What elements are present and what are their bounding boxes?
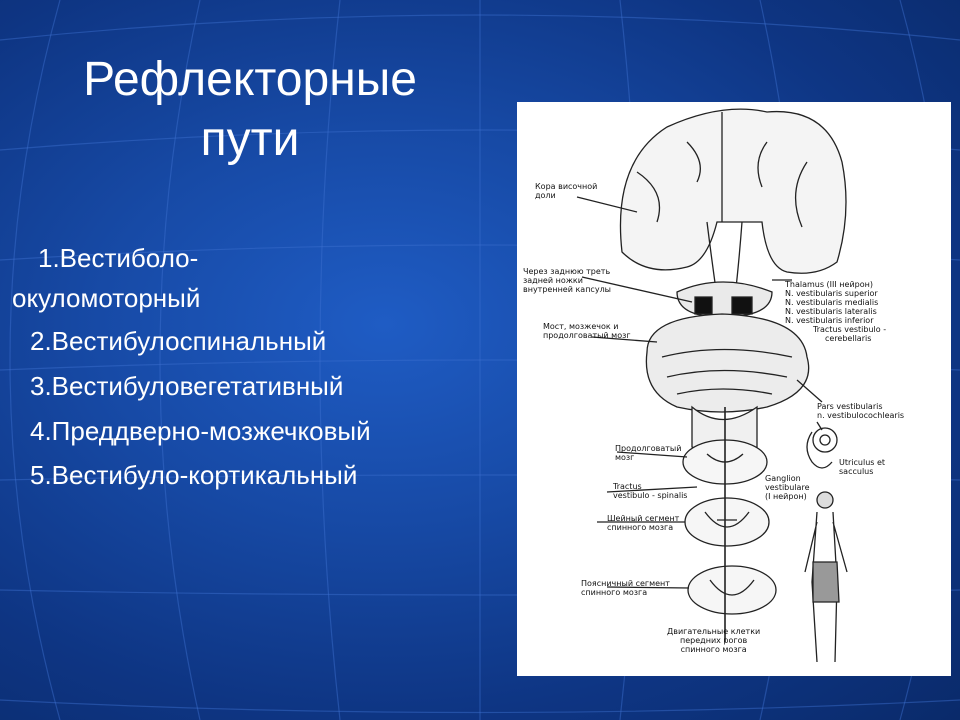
label-lumbar-segment (581, 579, 670, 597)
label-pars-vestibularis (817, 402, 904, 420)
list-item-1a: 1.Вестиболо- (38, 243, 199, 273)
label-pars-line-2: n. vestibulocochlearis (817, 411, 905, 420)
list-item-1b: окуломоторный (12, 283, 201, 313)
label-utriculus (839, 458, 885, 476)
label-thalamus-line-2: N. vestibularis superior (785, 289, 878, 298)
label-thalamus-line-3: N. vestibularis medialis (785, 298, 879, 307)
label-lumbar-line-2: спинного мозга (581, 588, 648, 597)
label-thalamus-line-6: Tractus vestibulo - (813, 325, 887, 334)
label-motor-line-3: спинного мозга (680, 645, 747, 654)
label-cervical-segment (607, 514, 679, 532)
label-tract-line-1: Tractus (613, 482, 642, 491)
label-internal-capsule (523, 267, 611, 294)
list-item-5: 5.Вестибуло-кортикальный (30, 460, 358, 490)
label-ganglion-line-1: Ganglion (765, 474, 801, 483)
label-capsule-line-1: Через заднюю треть (523, 267, 611, 276)
label-pons-line-1: Мост, мозжечок и (543, 322, 619, 331)
label-thalamus-line-1: Thalamus (III нейрон) (785, 280, 873, 289)
label-capsule-line-2: задней ножки (523, 276, 583, 285)
label-pons (543, 322, 631, 340)
label-vestibulospinal-tract (613, 482, 687, 500)
label-utriculus-line-2: sacculus (839, 467, 874, 476)
label-capsule-line-3: внутренней капсулы (523, 285, 611, 294)
label-thalamus-line-7: cerebellaris (825, 334, 872, 343)
label-utriculus-line-1: Utriculus et (839, 458, 886, 467)
list-item-3: 3.Вестибуловегетативный (30, 371, 344, 401)
label-cortex-line-2: доли (535, 191, 556, 200)
label-motor-cells (667, 627, 760, 654)
label-tract-line-2: vestibulo - spinalis (613, 491, 688, 500)
list-item-2: 2.Вестибулоспинальный (30, 326, 327, 356)
label-pons-line-2: продолговатый мозг (543, 331, 631, 340)
label-pars-line-1: Pars vestibularis (817, 402, 883, 411)
label-ganglion-line-2: vestibulare (765, 483, 810, 492)
label-thalamus-nuclei (785, 280, 886, 343)
title-line-2: пути (200, 113, 300, 166)
label-medulla (615, 444, 681, 462)
label-cervical-line-2: спинного мозга (607, 523, 674, 532)
slide-title (30, 50, 470, 170)
label-thalamus-line-4: N. vestibularis lateralis (785, 307, 877, 316)
title-line-1: Рефлекторные (83, 53, 417, 106)
label-cortex-line-1: Кора височной (535, 182, 598, 191)
vestibular-pathway-diagram (517, 102, 951, 676)
label-lumbar-line-1: Поясничный сегмент (581, 579, 670, 588)
label-ganglion-line-3: (I нейрон) (765, 492, 807, 501)
label-medulla-line-2: мозг (615, 453, 635, 462)
list-item-4: 4.Преддверно-мозжечковый (30, 416, 371, 446)
label-ganglion (765, 474, 810, 501)
label-medulla-line-1: Продолговатый (615, 444, 682, 453)
label-motor-line-2: передних рогов (680, 636, 748, 645)
label-cortex (535, 182, 597, 200)
label-cervical-line-1: Шейный сегмент (607, 514, 680, 523)
label-motor-line-1: Двигательные клетки (667, 627, 761, 636)
label-thalamus-line-5: N. vestibularis inferior (785, 316, 874, 325)
